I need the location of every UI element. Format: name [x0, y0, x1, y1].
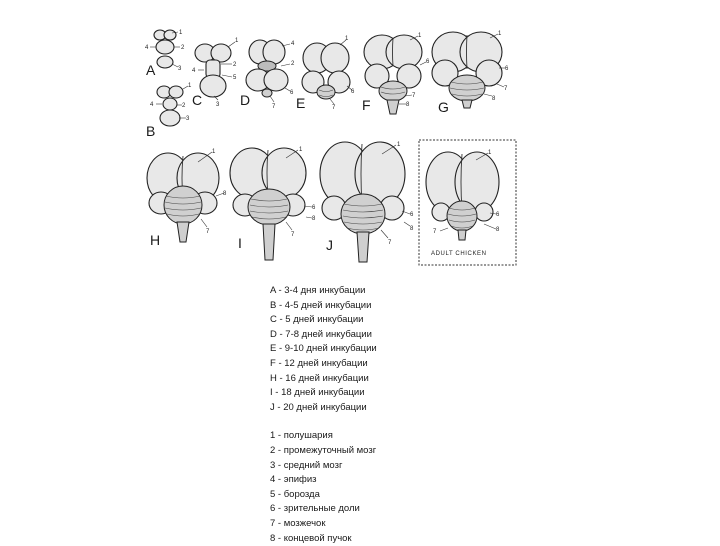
part-number-7: 7 [206, 229, 210, 235]
part-number-2: 2 [182, 103, 186, 109]
part-number-2: 2 [233, 62, 237, 68]
part-number-4: 4 [192, 68, 196, 74]
brain-stage-j [320, 142, 414, 262]
part-number-7: 7 [412, 93, 416, 99]
parts-legend [270, 429, 377, 546]
legend-stage-i: I - 18 дней инкубации [270, 386, 377, 401]
brain-stage-c [192, 38, 239, 108]
brain-adult-chicken [419, 140, 516, 265]
stage-letter-a: A [146, 62, 156, 78]
part-number-6: 6 [351, 89, 355, 95]
part-number-4: 4 [150, 102, 154, 108]
part-number-2: 2 [291, 61, 295, 67]
adult-chicken-label: ADULT CHICKEN [431, 251, 487, 257]
stage-letter-b: B [146, 123, 155, 139]
part-number-6: 6 [426, 59, 430, 65]
legend-stage-a: A - 3-4 дня инкубации [270, 284, 377, 299]
part-number-7: 7 [332, 105, 336, 111]
stage-letter-i: I [238, 235, 242, 251]
legend-part-4: 4 - эпифиз [270, 473, 377, 488]
part-number-8: 8 [223, 191, 227, 197]
part-number-8: 8 [312, 216, 316, 222]
part-number-1: 1 [498, 31, 502, 37]
part-number-1: 1 [418, 33, 422, 39]
legend-part-8: 8 - концевой пучок [270, 532, 377, 546]
part-number-6: 6 [290, 90, 294, 96]
brain-stage-g [432, 31, 509, 115]
part-number-6: 6 [410, 212, 414, 218]
part-number-7: 7 [272, 104, 276, 110]
part-number-1: 1 [488, 150, 492, 156]
stage-letter-g: G [438, 99, 449, 115]
stage-letter-f: F [362, 97, 371, 113]
part-number-8: 8 [410, 226, 414, 232]
stage-letter-d: D [240, 92, 250, 108]
legend-stage-b: B - 4-5 дней инкубации [270, 299, 377, 314]
part-number-2: 2 [181, 45, 185, 51]
legend-stage-f: F - 12 дней инкубации [270, 357, 377, 372]
stage-legend [270, 284, 377, 415]
part-number-7: 7 [433, 229, 437, 235]
legend-part-1: 1 - полушария [270, 429, 377, 444]
part-number-7: 7 [504, 86, 508, 92]
brain-stage-d [240, 40, 295, 110]
part-number-5: 5 [233, 75, 237, 81]
brain-stage-e [296, 36, 355, 111]
part-number-6: 6 [496, 212, 500, 218]
part-number-3: 3 [186, 116, 190, 122]
part-number-1: 1 [397, 142, 401, 148]
legend-stage-j: J - 20 дней инкубации [270, 401, 377, 416]
part-number-8: 8 [406, 102, 410, 108]
legend-stage-d: D - 7-8 дней инкубации [270, 328, 377, 343]
part-number-7: 7 [291, 232, 295, 238]
part-number-4: 4 [291, 41, 295, 47]
part-number-4: 4 [145, 45, 149, 51]
part-number-1: 1 [212, 149, 216, 155]
part-number-7: 7 [388, 240, 392, 246]
part-number-3: 3 [178, 66, 182, 72]
legend-part-2: 2 - промежуточный мозг [270, 444, 377, 459]
brain-stage-h [147, 149, 227, 248]
brain-stage-i [230, 147, 316, 260]
legend-stage-e: E - 9-10 дней инкубации [270, 342, 377, 357]
brain-stage-a [145, 30, 185, 78]
part-number-1: 1 [179, 30, 183, 36]
part-number-6: 6 [312, 205, 316, 211]
legend-stage-h: H - 16 дней инкубации [270, 372, 377, 387]
part-number-8: 8 [492, 96, 496, 102]
part-number-6: 6 [505, 66, 509, 72]
part-number-3: 3 [216, 102, 220, 108]
legend-part-6: 6 - зрительные доли [270, 502, 377, 517]
stage-letter-c: C [192, 92, 202, 108]
legend [270, 284, 377, 546]
part-number-1: 1 [188, 83, 192, 89]
stage-letter-h: H [150, 232, 160, 248]
brain-stage-f [362, 33, 430, 114]
part-number-1: 1 [345, 36, 349, 42]
legend-stage-c: C - 5 дней инкубации [270, 313, 377, 328]
legend-part-3: 3 - средний мозг [270, 459, 377, 474]
part-number-8: 8 [496, 227, 500, 233]
brain-stage-b [146, 83, 192, 139]
stage-letter-e: E [296, 95, 305, 111]
legend-part-7: 7 - мозжечок [270, 517, 377, 532]
stage-letter-j: J [326, 237, 333, 253]
part-number-1: 1 [299, 147, 303, 153]
legend-part-5: 5 - борозда [270, 488, 377, 503]
part-number-1: 1 [235, 38, 239, 44]
